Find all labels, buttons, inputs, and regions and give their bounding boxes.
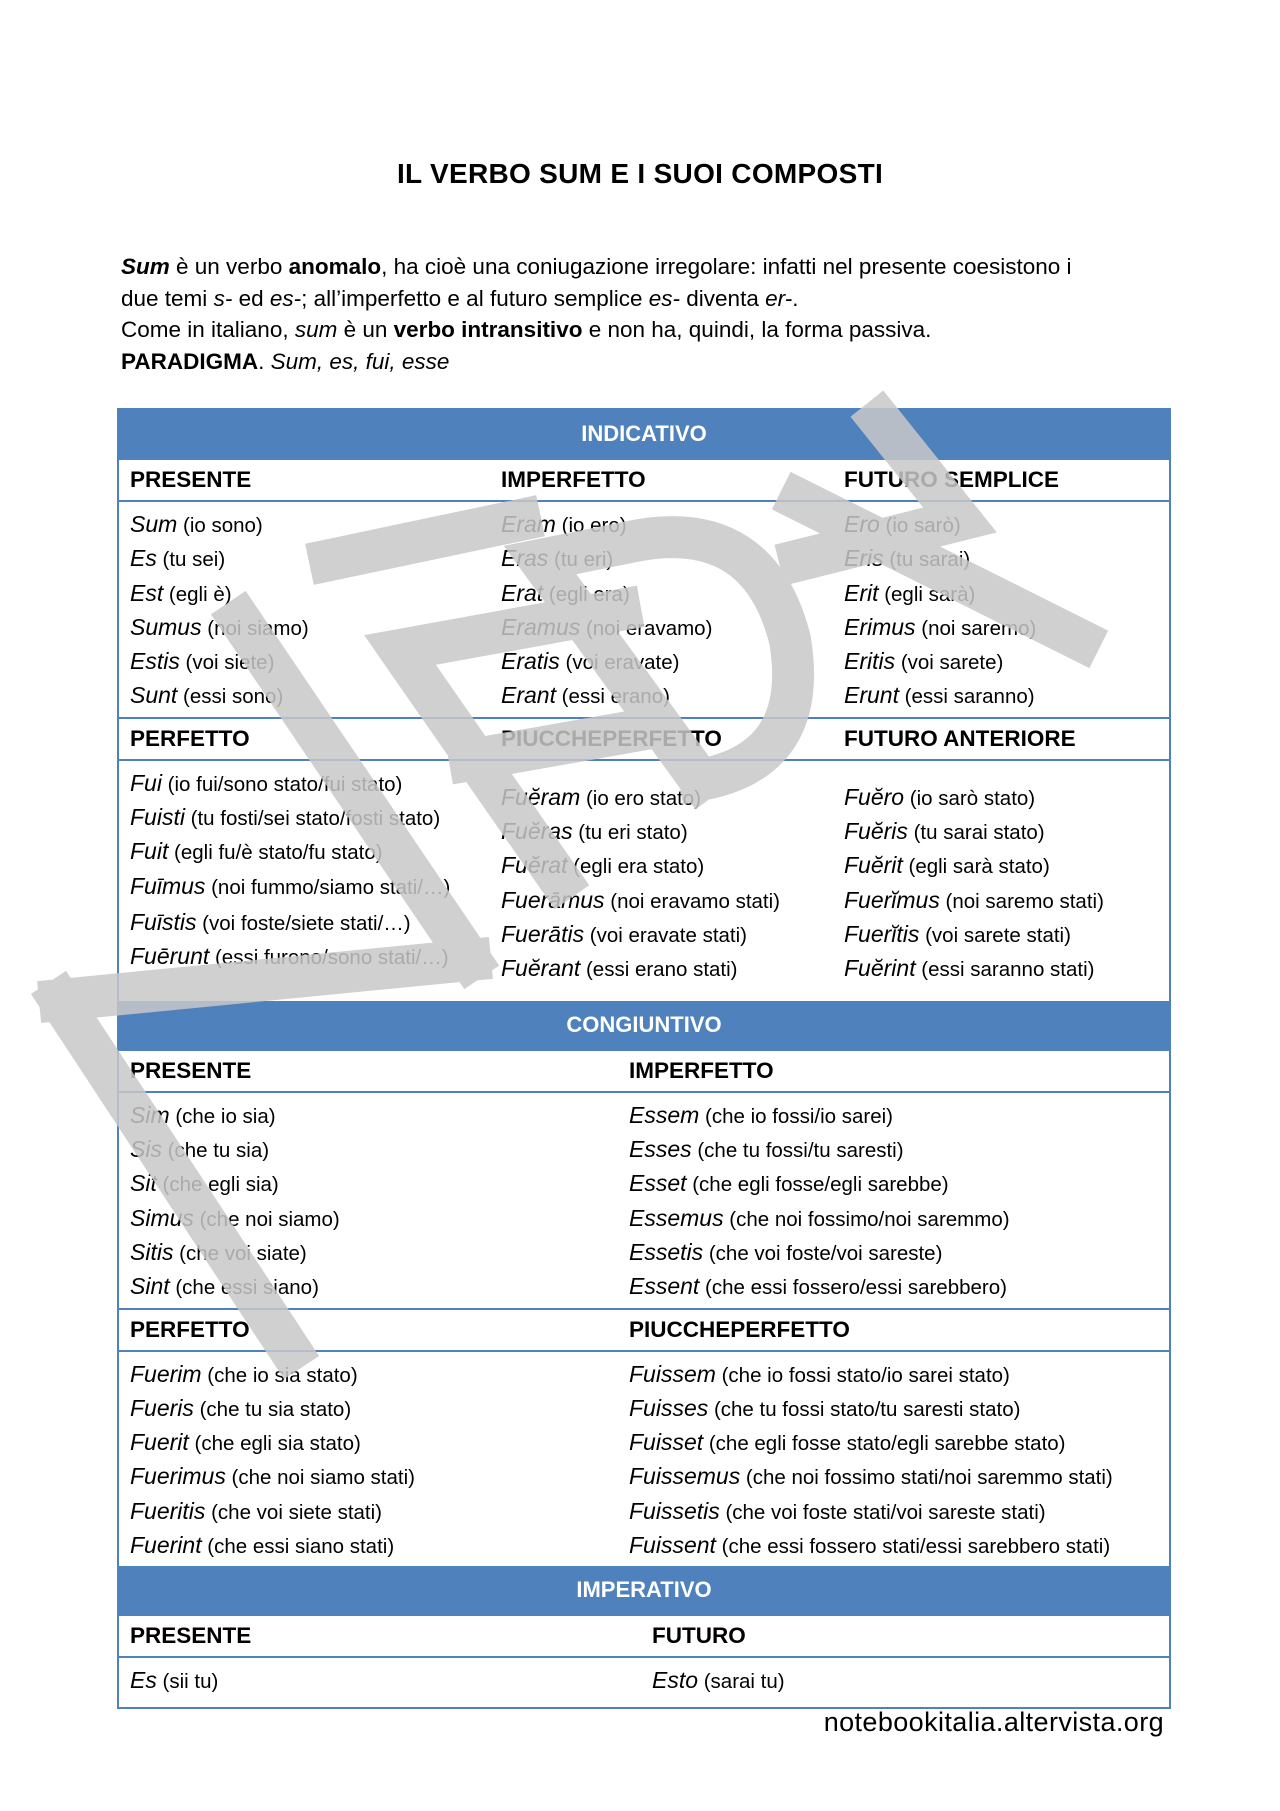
col-header: FUTURO (652, 1623, 746, 1649)
italian-translation: (che egli fosse/egli sarebbe) (686, 1173, 949, 1197)
conjugation-line (130, 834, 490, 868)
italian-translation: (tu eri) (548, 548, 614, 572)
italian-translation: (noi siamo) (201, 616, 309, 640)
conjugation-line (629, 1357, 1169, 1391)
conjugation-line (629, 1391, 1169, 1425)
footer-url: notebookitalia.altervista.org (823, 1707, 1164, 1737)
latin-form: Es (130, 1667, 157, 1694)
body-row-indicativo-1 (119, 502, 1169, 717)
latin-form: Fuerim (130, 1360, 202, 1387)
header-row-congiuntivo-2 (119, 1308, 1169, 1352)
italian-translation: (che egli fosse stato/egli sarebbe stato) (703, 1432, 1066, 1456)
italian-translation: (voi eravate) (559, 651, 680, 675)
latin-form: Sum (130, 511, 178, 537)
italian-translation: (che tu fossi/tu saresti) (691, 1139, 904, 1163)
col-header: PIUCCHEPERFETTO (501, 725, 722, 751)
latin-form: Fuit (130, 838, 169, 865)
italian-translation: (noi saremo stati) (939, 889, 1104, 913)
col-header: PRESENTE (130, 467, 252, 492)
conjugation-line (629, 1201, 1169, 1235)
italian-translation: (essi erano) (555, 685, 670, 709)
latin-form: Sumus (130, 613, 202, 640)
col-indicativo-piuccheperfetto (490, 761, 833, 1001)
conjugation-line (130, 939, 490, 973)
italian-translation: (che noi fossimo/noi saremmo) (723, 1207, 1010, 1231)
italian-translation: (tu sarai stato) (907, 821, 1045, 845)
band-imperativo: IMPERATIVO (119, 1566, 1169, 1614)
conjugation-line (844, 644, 1169, 678)
italian-translation: (che essi siano stati) (201, 1535, 395, 1559)
latin-form: Sim (130, 1101, 170, 1128)
conjugation-line (629, 1528, 1169, 1562)
italian-translation: (che egli sia) (156, 1173, 279, 1197)
italian-translation: (noi eravamo) (580, 616, 713, 640)
latin-form: Eramus (501, 613, 581, 640)
conjugation-line (130, 1098, 618, 1132)
conjugation-line (130, 1132, 618, 1166)
italian-translation: (io sarò stato) (904, 786, 1036, 810)
col-header: PIUCCHEPERFETTO (629, 1316, 850, 1342)
paradigma-label: PARADIGMA (121, 348, 259, 374)
latin-form: Estis (130, 648, 180, 675)
col-imperativo-presente (119, 1658, 641, 1707)
italian-translation: (tu fosti/sei stato/fosti stato) (184, 807, 441, 831)
latin-form: Fuisti (130, 804, 185, 831)
latin-form: Eris (844, 545, 884, 572)
italian-translation: (tu eri stato) (572, 821, 688, 845)
latin-form: Fuissem (629, 1360, 716, 1387)
intro-line-1: Sum è un verbo anomalo, ha cioè una coniugazione irregolare: infatti nel presente coesistono i (121, 254, 1072, 279)
latin-form: Fuerint (130, 1532, 202, 1559)
conjugation-line (130, 644, 490, 678)
conjugation-line (130, 1528, 618, 1562)
band-congiuntivo: CONGIUNTIVO (119, 1001, 1169, 1049)
italian-translation: (sarai tu) (698, 1670, 785, 1694)
conjugation-line (130, 507, 490, 541)
latin-form: Essent (629, 1273, 700, 1300)
italian-translation: (egli è) (163, 582, 232, 606)
intro-paragraph (121, 251, 1181, 377)
conjugation-line (844, 507, 1169, 541)
conjugation-line (130, 1201, 618, 1235)
header-row-imperativo (119, 1614, 1169, 1658)
italian-translation: (tu sei) (156, 548, 226, 572)
latin-form: Sis (130, 1136, 162, 1163)
conjugation-line (130, 800, 490, 834)
header-row-congiuntivo-1 (119, 1049, 1169, 1093)
latin-form: Essemus (629, 1204, 724, 1231)
italian-translation: (io ero stato) (580, 786, 702, 810)
conjugation-line (844, 610, 1169, 644)
italian-translation: (essi saranno stati) (915, 958, 1095, 982)
conjugation-line (501, 541, 833, 575)
italian-translation: (egli era stato) (567, 855, 705, 879)
italian-translation: (che essi siano) (169, 1276, 319, 1300)
latin-form: Fuĕro (844, 783, 905, 810)
paradigma-forms: Sum, es, fui, esse (270, 348, 450, 374)
conjugation-line (844, 814, 1169, 848)
col-header: FUTURO SEMPLICE (844, 467, 1060, 492)
conjugation-line (501, 576, 833, 610)
conjugation-line (629, 1132, 1169, 1166)
italian-translation: (egli fu/è stato/fu stato) (168, 841, 383, 865)
italian-translation: (che voi foste/voi sareste) (703, 1241, 943, 1265)
conjugation-line (130, 1425, 618, 1459)
italian-translation: (che tu sia) (161, 1139, 270, 1163)
col-indicativo-presente (119, 502, 490, 717)
conjugation-line (130, 678, 490, 712)
italian-translation: (noi fummo/siamo stati/…) (205, 875, 451, 899)
latin-form: Esto (652, 1667, 699, 1694)
latin-form: Fuērunt (130, 942, 210, 969)
italian-translation: (essi sono) (177, 685, 284, 709)
latin-form: Erimus (844, 613, 916, 640)
italian-translation: (che noi siamo) (193, 1207, 340, 1231)
conjugation-line (629, 1425, 1169, 1459)
conjugation-line (501, 610, 833, 644)
conjugation-line (844, 576, 1169, 610)
latin-form: Fuĕrant (501, 955, 581, 982)
latin-form: Fueritis (130, 1497, 206, 1524)
conjugation-line (501, 507, 833, 541)
latin-form: Esset (629, 1170, 687, 1197)
latin-form: Fuisses (629, 1394, 709, 1421)
italian-translation: (voi sarete) (895, 651, 1004, 675)
conjugation-line (130, 1494, 618, 1528)
italian-translation: (noi eravamo stati) (604, 889, 780, 913)
latin-form: Fuerātis (501, 920, 585, 947)
col-indicativo-imperfetto (490, 502, 833, 717)
conjugation-line (130, 905, 490, 939)
col-congiuntivo-piuccheperfetto (618, 1352, 1169, 1567)
conjugation-line (501, 848, 833, 882)
italian-translation: (che voi siete stati) (205, 1500, 382, 1524)
conjugation-line (844, 678, 1169, 712)
col-imperativo-futuro (641, 1658, 1169, 1707)
conjugation-line (629, 1494, 1169, 1528)
latin-form: Fuissent (629, 1532, 716, 1559)
latin-form: Erant (501, 682, 556, 709)
intro-line-3: Come in italiano, sum è un verbo intransitivo e non ha, quindi, la forma passiva. (121, 317, 932, 342)
latin-form: Fuīstis (130, 908, 197, 935)
intro-verbo-intransitivo: verbo intransitivo (393, 317, 583, 342)
latin-form: Sit (130, 1170, 157, 1197)
latin-form: Fuĕris (844, 818, 908, 845)
italian-translation: (voi eravate stati) (584, 923, 748, 947)
conjugation-line (629, 1098, 1169, 1132)
page-title: IL VERBO SUM E I SUOI COMPOSTI (396, 158, 884, 189)
italian-translation: (io sono) (177, 514, 263, 537)
latin-form: Fuīmus (130, 872, 206, 899)
latin-form: Eratis (501, 648, 560, 675)
col-header: IMPERFETTO (629, 1057, 774, 1083)
conjugation-line (629, 1235, 1169, 1269)
latin-form: Sitis (130, 1238, 174, 1265)
col-indicativo-futuro-anteriore (833, 761, 1169, 1001)
latin-form: Fuerit (130, 1429, 189, 1456)
conjugation-line (501, 678, 833, 712)
conjugation-table (117, 408, 1171, 1709)
italian-translation: (che essi fossero/essi sarebbero) (699, 1276, 1007, 1300)
col-congiuntivo-perfetto (119, 1352, 618, 1567)
italian-translation: (io ero) (555, 514, 627, 537)
intro-line-2: due temi s- ed es-; all’imperfetto e al futuro semplice es- diventa er-. (121, 285, 799, 311)
latin-form: Fuĕras (501, 818, 573, 845)
conjugation-line (844, 848, 1169, 882)
latin-form: Fuerāmus (501, 886, 605, 913)
col-indicativo-perfetto (119, 761, 490, 1001)
italian-translation: (che voi foste stati/voi sareste stati) (719, 1500, 1046, 1524)
italian-translation: (io fui/sono stato/fui stato) (161, 772, 403, 796)
conjugation-line (501, 883, 833, 917)
col-header: PRESENTE (130, 1057, 252, 1083)
conjugation-line (130, 1459, 618, 1493)
conjugation-line (844, 780, 1169, 814)
italian-translation: (che egli sia stato) (188, 1432, 361, 1456)
conjugation-line (130, 1166, 618, 1200)
latin-form: Erat (501, 579, 544, 606)
latin-form: Eritis (844, 648, 896, 675)
latin-form: Fueris (130, 1394, 194, 1421)
intro-anomalo: anomalo (288, 254, 382, 279)
italian-translation: (che voi siate) (173, 1241, 307, 1265)
conjugation-line (501, 917, 833, 951)
italian-translation: (che io sia) (169, 1104, 276, 1128)
conjugation-line (501, 644, 833, 678)
col-header: IMPERFETTO (501, 467, 646, 492)
italian-translation: (che noi fossimo stati/noi saremmo stati) (740, 1466, 1113, 1490)
latin-form: Sint (130, 1273, 170, 1300)
conjugation-line (130, 1269, 618, 1303)
latin-form: Fuĕrat (501, 852, 568, 879)
conjugation-line (130, 576, 490, 610)
conjugation-line (652, 1663, 1169, 1697)
italian-translation: (che io fossi stato/io sarei stato) (715, 1363, 1010, 1387)
latin-form: Esses (629, 1136, 692, 1163)
italian-translation: (io sarò) (879, 514, 961, 537)
col-header: PRESENTE (130, 1623, 252, 1649)
conjugation-line (844, 951, 1169, 985)
latin-form: Fuerimus (130, 1463, 226, 1490)
intro-line-4: PARADIGMA. Sum, es, fui, esse (121, 348, 450, 374)
conjugation-line (130, 541, 490, 575)
latin-form: Erunt (844, 682, 899, 709)
italian-translation: (egli sarà) (878, 582, 976, 606)
header-row-indicativo-1 (119, 458, 1169, 502)
latin-form: Eras (501, 545, 549, 572)
conjugation-line (130, 766, 490, 800)
intro-sum: Sum (121, 254, 170, 279)
col-header: FUTURO ANTERIORE (844, 725, 1076, 751)
latin-form: Fuerĭmus (844, 886, 940, 913)
italian-translation: (essi saranno) (898, 685, 1035, 709)
col-indicativo-futuro-semplice (833, 502, 1169, 717)
latin-form: Est (130, 579, 164, 606)
body-row-congiuntivo-2 (119, 1352, 1169, 1567)
italian-translation: (che tu fossi stato/tu saresti stato) (708, 1397, 1021, 1421)
italian-translation: (essi furono/sono stati/…) (209, 945, 449, 969)
latin-form: Fuissetis (629, 1497, 720, 1524)
conjugation-line (130, 1357, 618, 1391)
latin-form: Essetis (629, 1238, 704, 1265)
conjugation-line (130, 1235, 618, 1269)
conjugation-line (501, 951, 833, 985)
col-header: PERFETTO (130, 1316, 250, 1342)
latin-form: Fuĕram (501, 783, 581, 810)
conjugation-line (501, 814, 833, 848)
conjugation-line (629, 1459, 1169, 1493)
conjugation-line (844, 883, 1169, 917)
col-congiuntivo-presente (119, 1093, 618, 1308)
body-row-indicativo-2 (119, 761, 1169, 1001)
latin-form: Fuerĭtis (844, 920, 920, 947)
italian-translation: (voi siete) (179, 651, 275, 675)
body-row-congiuntivo-1 (119, 1093, 1169, 1308)
conjugation-line (629, 1166, 1169, 1200)
latin-form: Fuissemus (629, 1463, 741, 1490)
conjugation-line (130, 1391, 618, 1425)
italian-translation: (tu sarai) (883, 548, 971, 572)
latin-form: Es (130, 545, 157, 572)
conjugation-line (844, 541, 1169, 575)
italian-translation: (noi saremo) (915, 616, 1037, 640)
latin-form: Fui (130, 769, 162, 796)
band-indicativo: INDICATIVO (119, 410, 1169, 458)
header-row-indicativo-2 (119, 717, 1169, 761)
italian-translation: (che io fossi/io sarei) (699, 1104, 893, 1128)
col-congiuntivo-imperfetto (618, 1093, 1169, 1308)
conjugation-line (130, 869, 490, 905)
conjugation-line (130, 1663, 641, 1697)
latin-form: Eram (501, 511, 556, 537)
conjugation-line (130, 610, 490, 644)
conjugation-line (844, 917, 1169, 951)
latin-form: Fuisset (629, 1429, 704, 1456)
italian-translation: (che io sia stato) (201, 1363, 358, 1387)
italian-translation: (egli sarà stato) (902, 855, 1050, 879)
latin-form: Ero (844, 511, 880, 537)
italian-translation: (che essi fossero stati/essi sarebbero stati) (715, 1535, 1111, 1559)
italian-translation: (che tu sia stato) (193, 1397, 352, 1421)
italian-translation: (egli era) (543, 582, 630, 606)
italian-translation: (voi foste/siete stati/…) (196, 911, 411, 935)
italian-translation: (sii tu) (156, 1670, 219, 1694)
latin-form: Sunt (130, 682, 178, 709)
latin-form: Fuĕrint (844, 955, 916, 982)
latin-form: Essem (629, 1101, 700, 1128)
italian-translation: (che noi siamo stati) (225, 1466, 415, 1490)
latin-form: Simus (130, 1204, 194, 1231)
italian-translation: (voi sarete stati) (919, 923, 1071, 947)
conjugation-line (629, 1269, 1169, 1303)
latin-form: Fuĕrit (844, 852, 903, 879)
latin-form: Erit (844, 579, 879, 606)
col-header: PERFETTO (130, 725, 250, 751)
conjugation-line (501, 780, 833, 814)
italian-translation: (essi erano stati) (580, 958, 738, 982)
body-row-imperativo (119, 1658, 1169, 1707)
